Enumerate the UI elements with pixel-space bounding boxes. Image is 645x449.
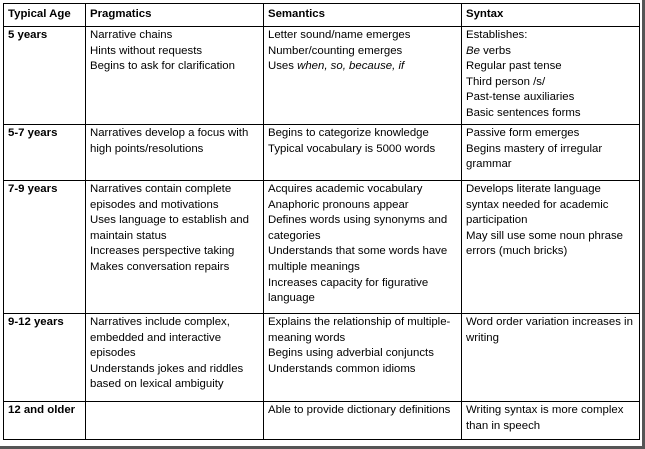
syntax-item: Passive form emerges xyxy=(466,127,580,139)
syntax-cell xyxy=(462,181,640,314)
header-row xyxy=(4,4,640,27)
syntax-item: Develops literate language syntax needed for academic participation xyxy=(466,183,609,227)
syntax-item: Basic sentences forms xyxy=(466,106,581,119)
syntax-item: Past-tense auxiliaries xyxy=(466,91,575,104)
age-cell: 12 and older xyxy=(4,402,86,440)
pragmatics-cell xyxy=(86,27,264,125)
pragmatics-cell xyxy=(86,181,264,314)
pragmatics-cell xyxy=(86,314,264,402)
semantics-item: Understands common idioms xyxy=(268,362,416,375)
pragmatics-item: Understands jokes and riddles based on lexical ambiguity xyxy=(90,362,244,391)
syntax-intro: Establishes: xyxy=(466,29,528,41)
pragmatics-item: Begins to ask for clarification xyxy=(90,60,235,73)
syntax-item: Third person /s/ xyxy=(466,75,546,88)
syntax-item: Word order variation increases in writing xyxy=(466,316,633,344)
age-cell: 9-12 years xyxy=(4,314,86,402)
semantics-item: Begins using adverbial conjuncts xyxy=(268,347,434,360)
semantics-cell xyxy=(264,314,462,402)
semantics-cell xyxy=(264,181,462,314)
header-semantics: Semantics xyxy=(264,4,462,27)
pragmatics-item: Narratives develop a focus with high points/resolutions xyxy=(90,127,249,155)
pragmatics-item: Makes conversation repairs xyxy=(90,260,230,273)
semantics-cell xyxy=(264,125,462,181)
semantics-cell xyxy=(264,402,462,440)
syntax-cell xyxy=(462,402,640,440)
syntax-item xyxy=(466,44,635,60)
pragmatics-item: Uses language to establish and maintain status xyxy=(90,214,249,242)
semantics-item: Letter sound/name emerges xyxy=(268,29,411,41)
pragmatics-item: Narratives include complex, embedded and interactive episodes xyxy=(90,316,230,360)
semantics-item: Defines words using synonyms and categories xyxy=(268,214,448,242)
be-rest: verbs xyxy=(479,44,511,57)
semantics-item: Acquires academic vocabulary xyxy=(268,183,423,195)
table-row xyxy=(4,125,640,181)
be-italic: Be xyxy=(466,44,480,57)
pragmatics-item: Narrative chains xyxy=(90,29,173,41)
header-syntax: Syntax xyxy=(462,4,640,27)
semantics-cell xyxy=(264,27,462,125)
age-cell: 5 years xyxy=(4,27,86,125)
syntax-cell xyxy=(462,314,640,402)
age-cell: 7-9 years xyxy=(4,181,86,314)
table-row xyxy=(4,181,640,314)
semantics-item: Increases capacity for figurative language xyxy=(268,276,429,305)
uses-conjunctions: when, so, because, if xyxy=(297,60,405,73)
semantics-item: Understands that some words have multiple meanings xyxy=(268,245,448,273)
uses-prefix: Uses xyxy=(268,60,298,73)
semantics-item: Able to provide dictionary definitions xyxy=(268,404,451,416)
pragmatics-item: Hints without requests xyxy=(90,44,203,57)
header-typical-age: Typical Age xyxy=(4,4,86,27)
pragmatics-item: Increases perspective taking xyxy=(90,245,235,258)
table-row xyxy=(4,402,640,440)
age-cell: 5-7 years xyxy=(4,125,86,181)
semantics-item: Begins to categorize knowledge xyxy=(268,127,429,139)
syntax-cell xyxy=(462,125,640,181)
syntax-item: Writing syntax is more complex than in speech xyxy=(466,404,624,432)
semantics-item: Typical vocabulary is 5000 words xyxy=(268,142,436,155)
semantics-item xyxy=(268,59,457,75)
semantics-item: Number/counting emerges xyxy=(268,44,403,57)
language-development-table xyxy=(3,3,640,440)
syntax-cell xyxy=(462,27,640,125)
semantics-item: Anaphoric pronouns appear xyxy=(268,198,409,211)
table-row xyxy=(4,314,640,402)
syntax-item: May sill use some noun phrase errors (much bricks) xyxy=(466,229,624,258)
syntax-item: Begins mastery of irregular grammar xyxy=(466,142,603,171)
table-row xyxy=(4,27,640,125)
pragmatics-item: Narratives contain complete episodes and motivations xyxy=(90,183,232,211)
pragmatics-cell xyxy=(86,125,264,181)
header-pragmatics: Pragmatics xyxy=(86,4,264,27)
semantics-item: Explains the relationship of multiple-meaning words xyxy=(268,316,451,344)
syntax-item: Regular past tense xyxy=(466,60,562,73)
pragmatics-cell xyxy=(86,402,264,440)
